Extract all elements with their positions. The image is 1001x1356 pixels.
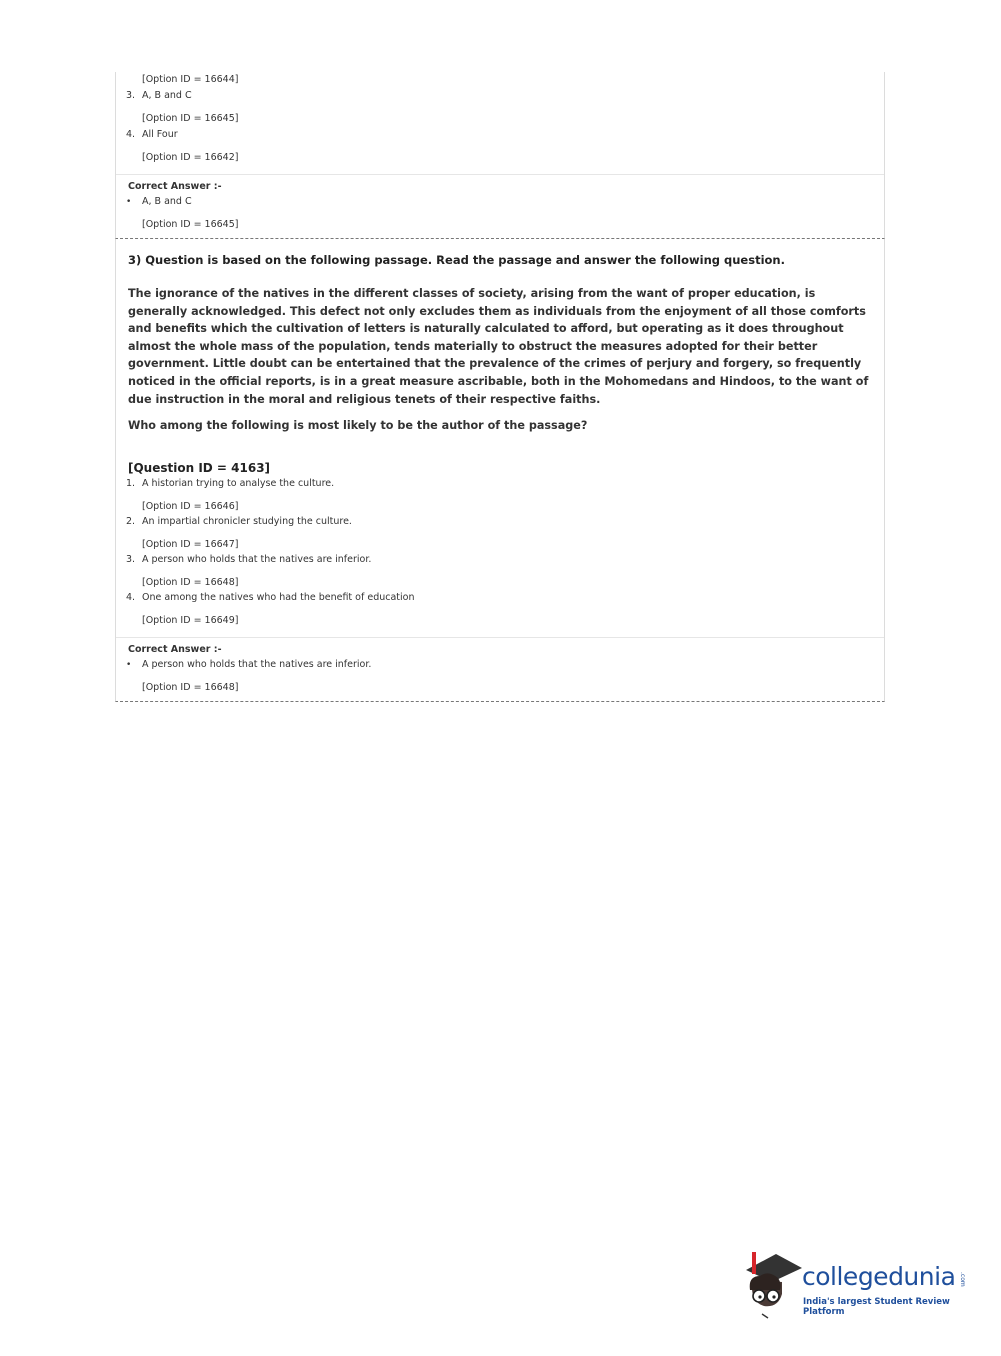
option-number: 1.: [126, 477, 136, 489]
correct-answer-label: Correct Answer :-: [128, 181, 222, 192]
option-id: [Option ID = 16642]: [142, 152, 239, 163]
option-number: 3.: [126, 553, 136, 565]
option-id: [Option ID = 16644]: [142, 74, 239, 85]
option-item: [116, 89, 884, 103]
option-item: [116, 553, 884, 567]
option-text: An impartial chronicler studying the culture.: [142, 515, 352, 527]
option-id: [Option ID = 16647]: [142, 538, 239, 550]
option-item: [116, 477, 884, 491]
option-item: [116, 128, 884, 142]
bullet-icon: •: [126, 659, 132, 670]
option-text: All Four: [142, 129, 178, 140]
correct-answer-text: A, B and C: [142, 196, 192, 207]
option-item: [116, 591, 884, 605]
logo-suffix: .com: [959, 1272, 966, 1287]
option-number: 2.: [126, 515, 136, 527]
option-number: 4.: [126, 591, 136, 603]
correct-answer-label: Correct Answer :-: [128, 643, 222, 655]
bullet-icon: •: [126, 197, 132, 207]
option-id: [Option ID = 16646]: [142, 500, 239, 512]
collegedunia-logo: [742, 1250, 972, 1320]
option-text: A, B and C: [142, 90, 192, 101]
correct-answer-option-id: [Option ID = 16645]: [142, 219, 239, 230]
correct-answer-item: [116, 195, 884, 209]
logo-wordmark: collegedunia: [802, 1262, 956, 1291]
question-3: [115, 239, 885, 702]
question-passage: The ignorance of the natives in the different classes of society, arising from the want of proper education, is generally acknowledged. This defect not only excludes them as individuals from the enjoyment of all those comforts and benefits which the cultivation of letters is naturally calculated to afford, but operating as it does throughout almost the whole mass of the population, tends materially to obstruct the measures adopted for their better government. Little doubt can be entertained that the prevalence of the crimes of perjury and forgery, so frequently noticed in the official reports, is in a great measure ascribable, both in the Mohomedans and Hindoos, to the want of due instruction in the moral and religious tenets of their respective faiths.: [128, 287, 869, 406]
question-id: [Question ID = 4163]: [128, 460, 271, 475]
option-number: 3.: [126, 90, 136, 101]
option-text: A historian trying to analyse the culture.: [142, 477, 335, 489]
option-id: [Option ID = 16648]: [142, 576, 239, 588]
question-title: 3) Question is based on the following passage. Read the passage and answer the following question.: [128, 253, 785, 267]
question-2-tail: [115, 72, 885, 239]
question-prompt: Who among the following is most likely to be the author of the passage?: [128, 419, 588, 433]
option-id: [Option ID = 16649]: [142, 614, 239, 626]
logo-tagline: India's largest Student Review Platform: [803, 1297, 950, 1317]
question-paper: [115, 72, 885, 702]
option-text: A person who holds that the natives are inferior.: [142, 553, 372, 565]
correct-answer-text: A person who holds that the natives are inferior.: [142, 658, 372, 670]
correct-answer-item: [116, 658, 884, 672]
option-id: [Option ID = 16645]: [142, 113, 239, 124]
option-item: [116, 515, 884, 529]
correct-answer-option-id: [Option ID = 16648]: [142, 681, 239, 693]
option-number: 4.: [126, 129, 136, 140]
option-text: One among the natives who had the benefit of education: [142, 591, 415, 603]
mascot-icon: [742, 1250, 804, 1320]
